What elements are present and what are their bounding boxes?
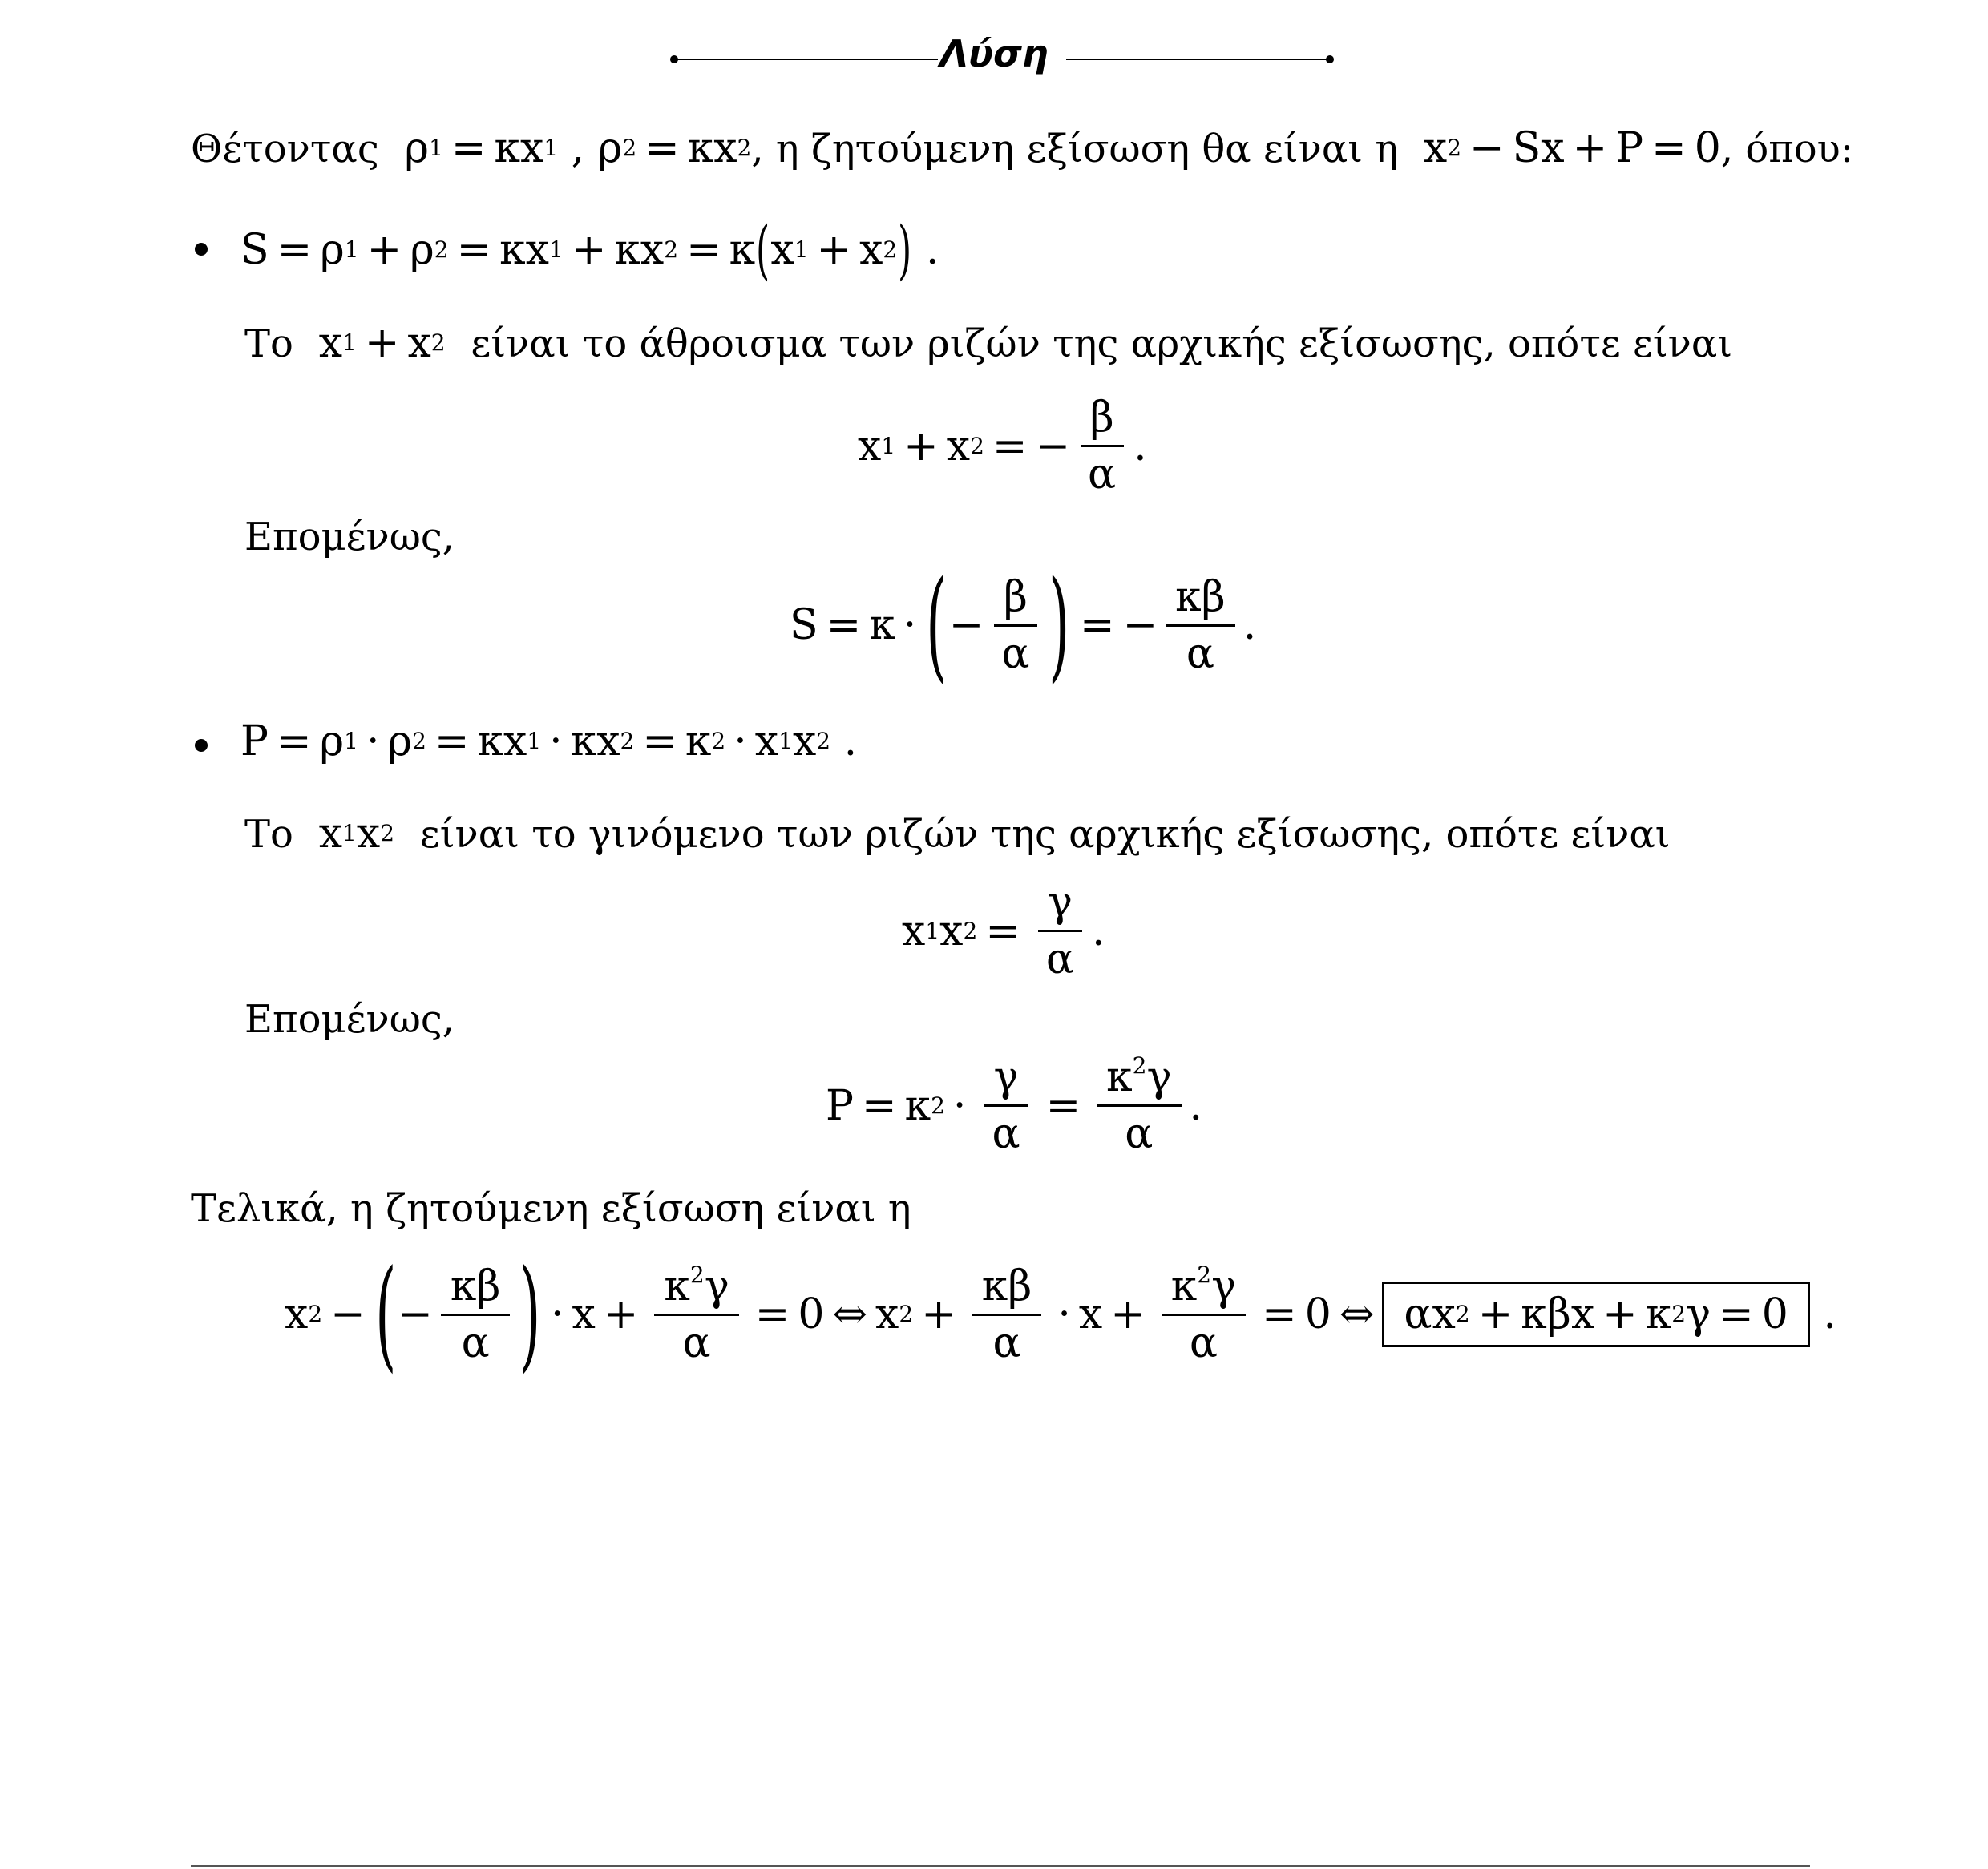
intro-line bbox=[191, 124, 1853, 173]
sum-result-formula: S = κ · ( − $\frac{\beta}{\alpha}$ ) = − $\frac{\kappa\beta}{\alpha}$ . bbox=[790, 555, 1257, 695]
sum-therefore: Επομένως, bbox=[244, 515, 455, 559]
vieta-sum-formula: x 1 + x 2 = − $\frac{\beta}{\alpha}$ . bbox=[858, 394, 1147, 499]
vieta-product-formula: x 1 x 2 = $\frac{\gamma}{\alpha}$ . bbox=[902, 878, 1105, 983]
product-therefore: Επομένως, bbox=[244, 997, 455, 1042]
intro-lead: Θέτοντας bbox=[191, 127, 379, 172]
boxed-final-answer: αx 2 + κβx + κ 2 γ = 0 bbox=[1382, 1282, 1809, 1347]
product-definition: P = ρ 1 · ρ 2 = κx 1 · κx 2 = κ 2 · x 1 x 2 . bbox=[240, 717, 858, 765]
solution-heading: Λύση bbox=[939, 32, 1049, 75]
product-result-formula: P = κ 2 · $\frac{\gamma}{\alpha}$ = $\frac{\kappa^2\gamma}{\alpha}$ . bbox=[826, 1052, 1203, 1158]
final-equation-chain: x 2 − ( − $\frac{\kappa\beta}{\alpha}$ ) · x + $\frac{\kappa^2\gamma}{\alpha}$ = 0 ⇔ x 2 + $\frac{\kappa\beta}{\alpha}$ · x + $\frac{\kappa^2\gamma}{\alpha}$ = 0 ⇔ αx 2 + κβx + κ 2 γ = 0 . bbox=[285, 1245, 1836, 1384]
bullet-sum bbox=[195, 243, 208, 256]
header-left-rule bbox=[673, 59, 938, 60]
sum-definition: S = ρ 1 + ρ 2 = κx 1 + κx 2 = κ ( x 1 + x 2 ) . bbox=[240, 212, 939, 287]
intro-mid: , η ζητούμενη εξίσωση θα είναι η bbox=[751, 127, 1399, 172]
header-right-dot bbox=[1326, 55, 1334, 63]
conclusion-text: Τελικά, η ζητούμενη εξίσωση είναι η bbox=[191, 1186, 911, 1231]
product-explanation: Το x 1 x 2 είναι το γινόμενο των ριζών της αρχικής εξίσωσης, οπότε είναι bbox=[244, 809, 1671, 858]
target-equation-math: x 2 − Sx + P = 0 bbox=[1410, 124, 1721, 172]
bullet-product bbox=[195, 739, 208, 752]
header-right-rule bbox=[1066, 59, 1331, 60]
substitution-math: ρ 1 = κx 1 , ρ 2 = κx 2 bbox=[390, 124, 752, 172]
intro-tail: , όπου: bbox=[1720, 127, 1854, 172]
footer-rule bbox=[191, 1865, 1810, 1867]
sum-explanation: Το x 1 + x 2 είναι το άθροισμα των ριζών της αρχικής εξίσωσης, οπότε είναι bbox=[244, 319, 1733, 367]
